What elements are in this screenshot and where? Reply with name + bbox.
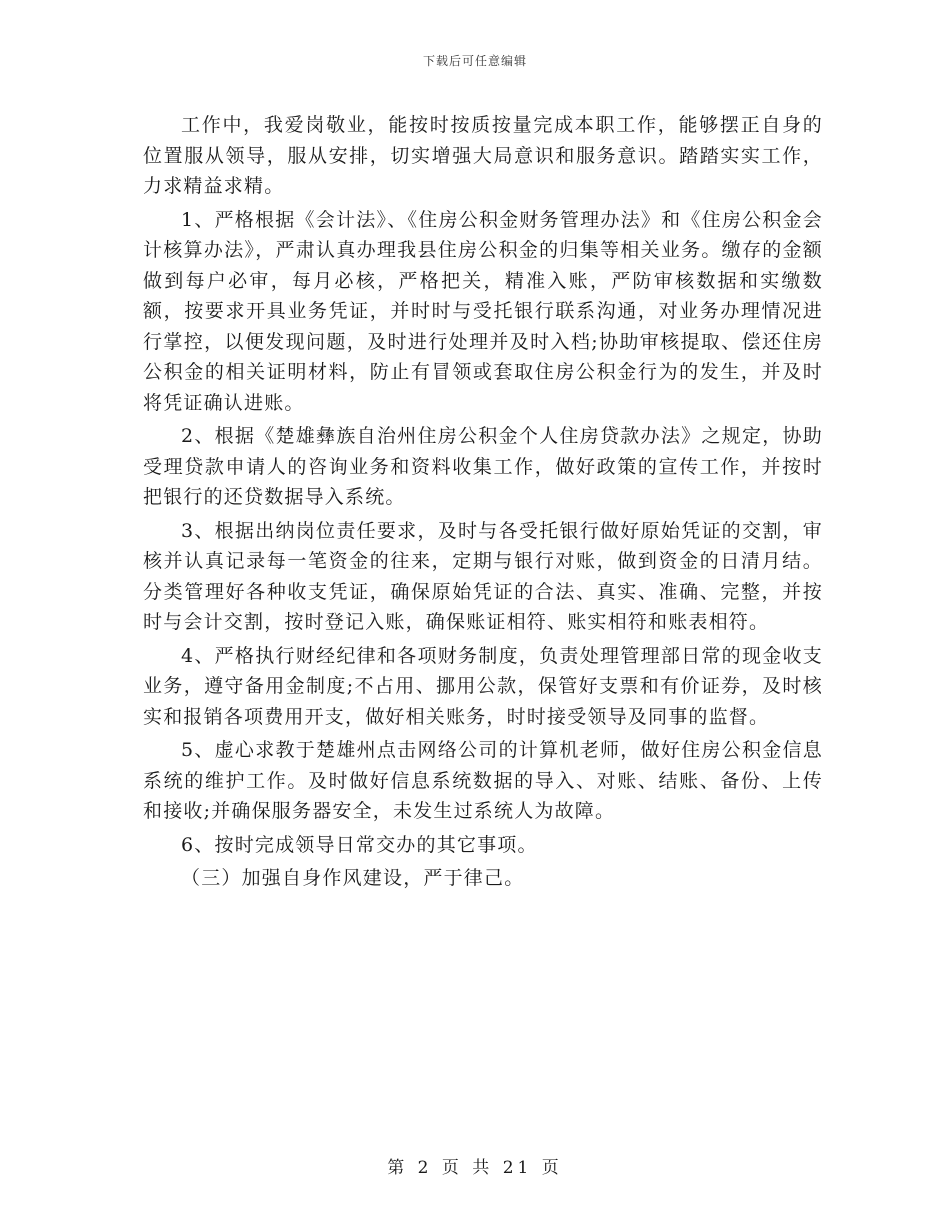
- paragraph-item-5: 5、虚心求教于楚雄州点击网络公司的计算机老师，做好住房公积金信息系统的维护工作。及时做好信息系统数据的导入、对账、结账、备份、上传和接收;并确保服务器安全，未发生过系统人为故障。: [143, 739, 823, 822]
- paragraph-item-1: 1、严格根据《会计法》、《住房公积金财务管理办法》和《住房公积金会计核算办法》，严肃认真办理我县住房公积金的归集等相关业务。缴存的金额做到每户必审，每月必核，严格把关，精准入账，严防审核数据和实缴数额，按要求开具业务凭证，并时时与受托银行联系沟通，对业务办理情况进行掌控，以便发现问题，及时进行处理并及时入档;协助审核提取、偿还住房公积金的相关证明材料，防止有冒领或套取住房公积金行为的发生，并及时将凭证确认进账。: [143, 208, 823, 414]
- paragraph-item-3: 3、根据出纳岗位责任要求，及时与各受托银行做好原始凭证的交割，审核并认真记录每一笔资金的往来，定期与银行对账，做到资金的日清月结。分类管理好各种收支凭证，确保原始凭证的合法、真实、准确、完整，并按时与会计交割，按时登记入账，确保账证相符、账实相符和账表相符。: [143, 519, 823, 633]
- document-body: [143, 110, 823, 894]
- paragraph-item-2: 2、根据《楚雄彝族自治州住房公积金个人住房贷款办法》之规定，协助受理贷款申请人的咨询业务和资料收集工作，做好政策的宣传工作，并按时把银行的还贷数据导入系统。: [143, 425, 823, 508]
- section-heading-3: （三）加强自身作风建设，严于律己。: [181, 867, 525, 889]
- page-header: 下载后可任意编辑: [422, 54, 527, 68]
- paragraph-item-6: 6、按时完成领导日常交办的其它事项。: [181, 833, 538, 856]
- paragraph-intro: 工作中，我爱岗敬业，能按时按质按量完成本职工作，能够摆正自身的位置服从领导，服从安排，切实增强大局意识和服务意识。踏踏实实工作，力求精益求精。: [143, 114, 823, 197]
- page-number: 第 2 页 共 21 页: [387, 1158, 563, 1178]
- paragraph-item-4: 4、严格执行财经纪律和各项财务制度，负责处理管理部日常的现金收支业务，遵守备用金制度;不占用、挪用公款，保管好支票和有价证券，及时核实和报销各项费用开支，做好相关账务，时时接受领导及同事的监督。: [143, 644, 823, 728]
